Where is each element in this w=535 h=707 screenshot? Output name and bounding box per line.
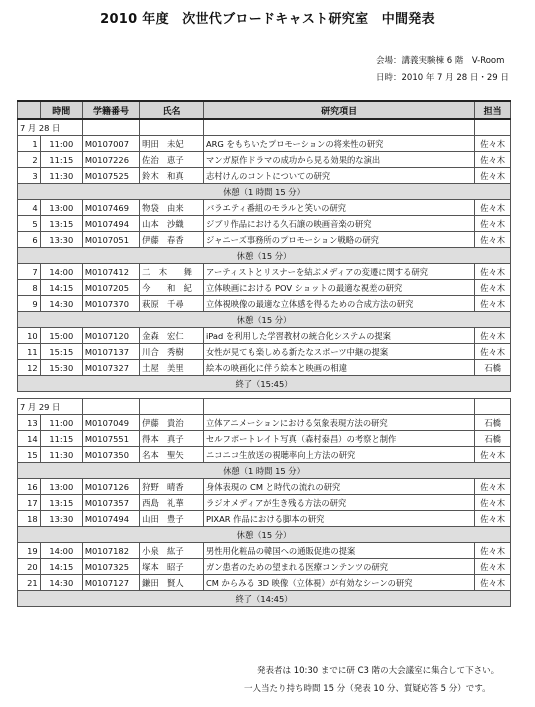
table-row [18,575,511,591]
cell-no: 12 [18,360,41,376]
break-label: 休憩（15 分） [18,527,511,543]
cell-no: 1 [18,136,41,152]
cell-student-id: M0107357 [82,495,139,511]
cell-student-id: M0107327 [82,360,139,376]
cell-topic: 立体視映像の最適な立体感を得るための合成方法の研究 [203,296,474,312]
empty-cell [203,119,474,136]
date-label: 7 月 28 日 [18,119,83,136]
cell-student-id: M0107370 [82,296,139,312]
cell-topic: ARG をもちいたプロモーションの将来性の研究 [203,136,474,152]
cell-topic: バラエティ番組のモラルと笑いの研究 [203,200,474,216]
cell-time: 13:15 [40,216,82,232]
cell-topic: PIXAR 作品における脚本の研究 [203,511,474,527]
cell-time: 13:15 [40,495,82,511]
cell-no: 14 [18,431,41,447]
cell-topic: 立体アニメーションにおける気象表現方法の研究 [203,415,474,431]
cell-no: 15 [18,447,41,463]
cell-time: 15:30 [40,360,82,376]
cell-name: 土屋 美里 [140,360,204,376]
cell-no: 21 [18,575,41,591]
cell-student-id: M0107126 [82,479,139,495]
table-row [18,415,511,431]
cell-student-id: M0107494 [82,511,139,527]
cell-student-id: M0107205 [82,280,139,296]
cell-time: 14:15 [40,280,82,296]
cell-advisor: 石橋 [475,415,511,431]
cell-student-id: M0107051 [82,232,139,248]
cell-name: 伊藤 貴治 [140,415,204,431]
header-advisor: 担当 [475,101,511,119]
cell-name: 物袋 由来 [140,200,204,216]
cell-advisor: 佐々木 [475,495,511,511]
empty-cell [475,119,511,136]
cell-advisor: 佐々木 [475,264,511,280]
cell-no: 3 [18,168,41,184]
empty-cell [82,119,139,136]
cell-name: 鎌田 賢人 [140,575,204,591]
date-label: 7 月 29 日 [18,399,83,415]
cell-name: 今 和 紀 [140,280,204,296]
cell-no: 8 [18,280,41,296]
schedule-table [17,100,511,607]
table-row [18,280,511,296]
table-row [18,559,511,575]
cell-time: 13:00 [40,200,82,216]
cell-time: 14:15 [40,559,82,575]
cell-time: 13:30 [40,232,82,248]
header-name: 氏名 [140,101,204,119]
cell-time: 11:15 [40,152,82,168]
cell-name: 得本 真子 [140,431,204,447]
cell-advisor: 石橋 [475,360,511,376]
cell-name: 山田 豊子 [140,511,204,527]
cell-no: 19 [18,543,41,559]
cell-no: 18 [18,511,41,527]
cell-student-id: M0107469 [82,200,139,216]
cell-advisor: 佐々木 [475,136,511,152]
cell-time: 11:00 [40,136,82,152]
cell-no: 4 [18,200,41,216]
empty-cell [140,119,204,136]
cell-name: 鈴木 和真 [140,168,204,184]
table-row [18,344,511,360]
cell-student-id: M0107007 [82,136,139,152]
table-row [18,511,511,527]
cell-advisor: 佐々木 [475,543,511,559]
end-row [18,591,511,607]
table-row [18,168,511,184]
cell-name: 狩野 晴香 [140,479,204,495]
cell-student-id: M0107494 [82,216,139,232]
cell-name: 二 木 舞 [140,264,204,280]
cell-time: 14:30 [40,575,82,591]
cell-name: 塚本 昭子 [140,559,204,575]
break-row [18,184,511,200]
cell-topic: セルフポートレイト写真（森村泰昌）の考察と制作 [203,431,474,447]
cell-advisor: 佐々木 [475,575,511,591]
cell-no: 10 [18,328,41,344]
break-row [18,248,511,264]
break-label: 休憩（1 時間 15 分） [18,463,511,479]
end-label: 終了（15:45） [18,376,511,392]
table-row [18,264,511,280]
table-row [18,479,511,495]
cell-topic: ジャニーズ事務所のプロモーション戦略の研究 [203,232,474,248]
cell-name: 川合 秀樹 [140,344,204,360]
cell-topic: ラジオメディアが生き残る方法の研究 [203,495,474,511]
cell-topic: ニコニコ生放送の視聴率向上方法の研究 [203,447,474,463]
cell-topic: ガン患者のための望まれる医療コンテンツの研究 [203,559,474,575]
cell-topic: 絵本の映画化に伴う絵本と映画の相違 [203,360,474,376]
cell-student-id: M0107551 [82,431,139,447]
cell-student-id: M0107120 [82,328,139,344]
cell-topic: 男性用化粧品の韓国への通販促進の提案 [203,543,474,559]
cell-student-id: M0107049 [82,415,139,431]
table-row [18,360,511,376]
end-row [18,376,511,392]
date-row [18,119,511,136]
cell-no: 11 [18,344,41,360]
cell-student-id: M0107350 [82,447,139,463]
cell-no: 13 [18,415,41,431]
cell-advisor: 佐々木 [475,232,511,248]
cell-name: 名本 聖矢 [140,447,204,463]
cell-topic: マンガ原作ドラマの成功から見る効果的な演出 [203,152,474,168]
break-label: 休憩（15 分） [18,248,511,264]
table-row [18,431,511,447]
table-row [18,495,511,511]
cell-time: 11:30 [40,168,82,184]
cell-no: 20 [18,559,41,575]
cell-advisor: 佐々木 [475,447,511,463]
table-row [18,136,511,152]
cell-name: 山本 沙織 [140,216,204,232]
cell-no: 5 [18,216,41,232]
cell-topic: アーティストとリスナーを結ぶメディアの変遷に関する研究 [203,264,474,280]
cell-name: 明田 未妃 [140,136,204,152]
cell-student-id: M0107325 [82,559,139,575]
footer-note-2: 一人当たり持ち時間 15 分（発表 10 分、質疑応答 5 分）です。 [244,684,491,694]
cell-time: 14:30 [40,296,82,312]
cell-no: 6 [18,232,41,248]
cell-advisor: 佐々木 [475,296,511,312]
cell-name: 萩原 千尋 [140,296,204,312]
cell-topic: iPad を利用した学習教材の統合化システムの提案 [203,328,474,344]
table-row [18,447,511,463]
end-label: 終了（14:45） [18,591,511,607]
cell-student-id: M0107525 [82,168,139,184]
table-row [18,200,511,216]
cell-advisor: 石橋 [475,431,511,447]
break-label: 休憩（15 分） [18,312,511,328]
cell-advisor: 佐々木 [475,328,511,344]
cell-time: 13:30 [40,511,82,527]
cell-advisor: 佐々木 [475,216,511,232]
header-topic: 研究項目 [203,101,474,119]
cell-time: 15:15 [40,344,82,360]
break-row [18,312,511,328]
cell-name: 西島 礼華 [140,495,204,511]
cell-time: 13:00 [40,479,82,495]
cell-name: 金森 宏仁 [140,328,204,344]
cell-advisor: 佐々木 [475,168,511,184]
cell-advisor: 佐々木 [475,152,511,168]
cell-advisor: 佐々木 [475,280,511,296]
empty-cell [475,399,511,415]
break-label: 休憩（1 時間 15 分） [18,184,511,200]
table-row [18,216,511,232]
cell-time: 15:00 [40,328,82,344]
cell-topic: 身体表現の CM と時代の流れの研究 [203,479,474,495]
cell-no: 7 [18,264,41,280]
cell-topic: 女性が見ても楽しめる新たなスポーツ中継の提案 [203,344,474,360]
cell-no: 9 [18,296,41,312]
cell-name: 伊藤 春香 [140,232,204,248]
header-time: 時間 [40,101,82,119]
cell-advisor: 佐々木 [475,559,511,575]
day-gap [18,392,511,399]
table-row [18,152,511,168]
empty-cell [82,399,139,415]
cell-student-id: M0107182 [82,543,139,559]
footer-note-1: 発表者は 10:30 までに研 C3 階の大会議室に集合して下さい。 [257,666,500,676]
date-text: 日時：2010 年 7 月 28 日・29 日 [376,73,509,83]
cell-time: 14:00 [40,543,82,559]
header-student-id: 学籍番号 [82,101,139,119]
cell-time: 11:00 [40,415,82,431]
date-row [18,399,511,415]
page-title: 2010 年度 次世代ブロードキャスト研究室 中間発表 [100,12,435,27]
cell-advisor: 佐々木 [475,344,511,360]
cell-topic: 立体映画における POV ショットの最適な視差の研究 [203,280,474,296]
cell-advisor: 佐々木 [475,479,511,495]
header-no [18,101,41,119]
cell-advisor: 佐々木 [475,200,511,216]
cell-topic: ジブリ作品における久石譲の映画音楽の研究 [203,216,474,232]
cell-no: 17 [18,495,41,511]
cell-topic: CM からみる 3D 映像（立体視）が有効なシーンの研究 [203,575,474,591]
table-row [18,232,511,248]
cell-student-id: M0107226 [82,152,139,168]
cell-time: 11:30 [40,447,82,463]
cell-topic: 志村けんのコントについての研究 [203,168,474,184]
cell-student-id: M0107127 [82,575,139,591]
cell-name: 佐治 恵子 [140,152,204,168]
cell-name: 小泉 紘子 [140,543,204,559]
empty-cell [140,399,204,415]
gap-cell [18,392,511,399]
table-row [18,543,511,559]
empty-cell [203,399,474,415]
cell-no: 16 [18,479,41,495]
table-header-row [18,101,511,119]
venue-text: 会場：講義実験棟 6 階 V-Room [376,56,505,66]
cell-advisor: 佐々木 [475,511,511,527]
cell-no: 2 [18,152,41,168]
table-row [18,296,511,312]
table-row [18,328,511,344]
cell-time: 11:15 [40,431,82,447]
cell-time: 14:00 [40,264,82,280]
break-row [18,527,511,543]
cell-student-id: M0107137 [82,344,139,360]
cell-student-id: M0107412 [82,264,139,280]
break-row [18,463,511,479]
